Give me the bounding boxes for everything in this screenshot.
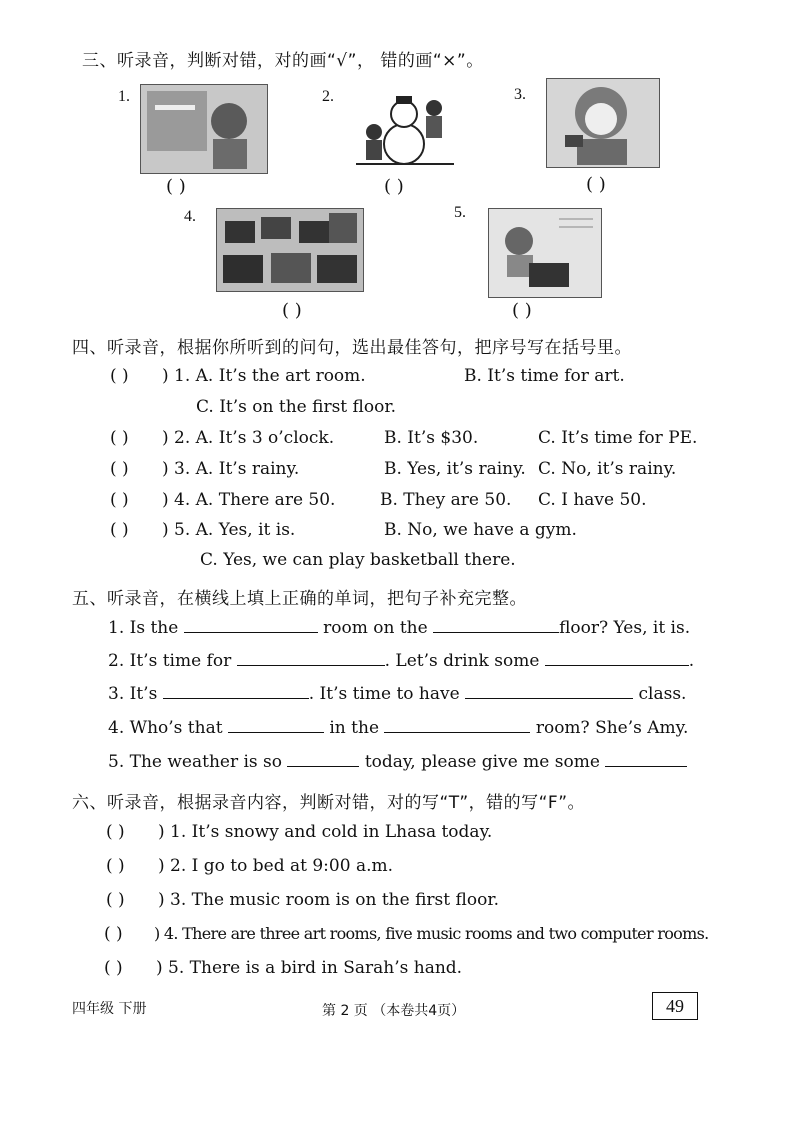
answer-paren-5[interactable]: ( ) bbox=[512, 300, 532, 321]
answer-paren-4[interactable]: ( ) bbox=[282, 300, 302, 321]
fill-3-part1: 3. It’s bbox=[108, 684, 158, 704]
fill-2-part1: 2. It’s time for bbox=[108, 651, 232, 671]
section-4-title: 四、听录音，根据你所听到的问句，选出最佳答句，把序号写在括号里。 bbox=[72, 338, 632, 358]
q4-4-option-a: ) 4. A. There are 50. bbox=[162, 490, 336, 510]
music-room-picture bbox=[488, 208, 602, 298]
q4-1-option-b: B. It’s time for art. bbox=[464, 366, 625, 386]
fill-5-blank-2[interactable] bbox=[605, 752, 687, 767]
fill-2-part3: . bbox=[688, 651, 695, 671]
fill-sentence-5 bbox=[108, 752, 687, 772]
tf-5-answer-paren[interactable]: ( ) bbox=[104, 958, 123, 978]
fill-1-blank-1[interactable] bbox=[184, 618, 318, 633]
picture-2-number: 2. bbox=[322, 88, 334, 105]
q4-3-answer-paren[interactable]: ( ) bbox=[110, 459, 129, 479]
q4-4-option-b: B. They are 50. bbox=[380, 490, 512, 510]
girl-eating-picture bbox=[546, 78, 660, 168]
picture-5-number: 5. bbox=[454, 204, 466, 221]
q4-1-option-a: ) 1. A. It’s the art room. bbox=[162, 366, 366, 386]
snowman-picture bbox=[352, 86, 458, 168]
fill-1-blank-2[interactable] bbox=[433, 618, 559, 633]
fill-4-blank-2[interactable] bbox=[384, 718, 530, 733]
q4-1-answer-paren[interactable]: ( ) bbox=[110, 366, 129, 386]
q4-5-option-b: B. No, we have a gym. bbox=[384, 520, 577, 540]
tf-2-answer-paren[interactable]: ( ) bbox=[106, 856, 125, 876]
fill-4-part1: 4. Who’s that bbox=[108, 718, 223, 738]
snowman-illustration bbox=[352, 86, 458, 168]
picture-1-number: 1. bbox=[118, 88, 130, 105]
fill-5-blank-1[interactable] bbox=[287, 752, 359, 767]
computer-room-picture bbox=[216, 208, 364, 292]
q4-1-option-c: C. It’s on the first floor. bbox=[196, 397, 397, 417]
q4-5-answer-paren[interactable]: ( ) bbox=[110, 520, 129, 540]
footer-page-info: 第 2 页 （本卷共4页） bbox=[322, 1003, 466, 1019]
fill-1-part3: floor? Yes, it is. bbox=[559, 618, 691, 638]
q4-2-option-b: B. It’s $30. bbox=[384, 428, 479, 448]
tf-3-statement: ) 3. The music room is on the first floor. bbox=[158, 890, 499, 910]
q4-3-option-b: B. Yes, it’s rainy. bbox=[384, 459, 526, 479]
q4-3-option-c: C. No, it’s rainy. bbox=[538, 459, 677, 479]
fill-3-part3: class. bbox=[638, 684, 687, 704]
fill-1-part2: room on the bbox=[323, 618, 428, 638]
page-number-box: 49 bbox=[652, 992, 698, 1020]
girl-eating-illustration bbox=[547, 79, 659, 167]
fill-2-part2: . Let’s drink some bbox=[384, 651, 540, 671]
fill-3-part2: . It’s time to have bbox=[308, 684, 460, 704]
fill-4-blank-1[interactable] bbox=[228, 718, 324, 733]
q4-2-answer-paren[interactable]: ( ) bbox=[110, 428, 129, 448]
fill-5-part2: today, please give me some bbox=[364, 752, 600, 772]
tf-3-answer-paren[interactable]: ( ) bbox=[106, 890, 125, 910]
music-room-illustration bbox=[489, 209, 601, 297]
answer-paren-2[interactable]: ( ) bbox=[384, 176, 404, 197]
fill-sentence-1 bbox=[108, 618, 690, 638]
answer-paren-1[interactable]: ( ) bbox=[166, 176, 186, 197]
q4-5-option-c: C. Yes, we can play basketball there. bbox=[200, 550, 516, 570]
fill-4-part2: in the bbox=[329, 718, 380, 738]
section-6-title: 六、听录音，根据录音内容，判断对错，对的写“T”，错的写“F”。 bbox=[72, 793, 586, 813]
q4-4-answer-paren[interactable]: ( ) bbox=[110, 490, 129, 510]
fill-1-part1: 1. Is the bbox=[108, 618, 179, 638]
picture-3-number: 3. bbox=[514, 86, 526, 103]
q4-2-option-c: C. It’s time for PE. bbox=[538, 428, 698, 448]
fill-sentence-4 bbox=[108, 718, 688, 738]
q4-5-option-a: ) 5. A. Yes, it is. bbox=[162, 520, 296, 540]
fill-3-blank-2[interactable] bbox=[465, 684, 633, 699]
q4-3-option-a: ) 3. A. It’s rainy. bbox=[162, 459, 300, 479]
tf-4-answer-paren[interactable]: ( ) bbox=[104, 924, 123, 944]
tf-4-statement: ) 4. There are three art rooms, five music rooms and two computer rooms. bbox=[154, 924, 709, 943]
tf-5-statement: ) 5. There is a bird in Sarah’s hand. bbox=[156, 958, 463, 978]
footer-grade: 四年级 下册 bbox=[72, 1001, 147, 1017]
q4-2-option-a: ) 2. A. It’s 3 o’clock. bbox=[162, 428, 335, 448]
computer-room-illustration bbox=[217, 209, 363, 291]
tf-1-statement: ) 1. It’s snowy and cold in Lhasa today. bbox=[158, 822, 493, 842]
section-3-title: 三、听录音，判断对错，对的画“√”， 错的画“×”。 bbox=[82, 51, 484, 71]
fill-sentence-3 bbox=[108, 684, 686, 704]
tf-2-statement: ) 2. I go to bed at 9:00 a.m. bbox=[158, 856, 394, 876]
classroom-painting-picture bbox=[140, 84, 268, 174]
tf-1-answer-paren[interactable]: ( ) bbox=[106, 822, 125, 842]
fill-3-blank-1[interactable] bbox=[163, 684, 309, 699]
q4-4-option-c: C. I have 50. bbox=[538, 490, 647, 510]
fill-5-part1: 5. The weather is so bbox=[108, 752, 283, 772]
answer-paren-3[interactable]: ( ) bbox=[586, 174, 606, 195]
fill-2-blank-2[interactable] bbox=[545, 651, 689, 666]
fill-sentence-2 bbox=[108, 651, 694, 671]
fill-2-blank-1[interactable] bbox=[237, 651, 385, 666]
classroom-painting-illustration bbox=[141, 85, 267, 173]
picture-4-number: 4. bbox=[184, 208, 196, 225]
section-5-title: 五、听录音，在横线上填上正确的单词，把句子补充完整。 bbox=[72, 589, 527, 609]
fill-4-part3: room? She’s Amy. bbox=[535, 718, 689, 738]
